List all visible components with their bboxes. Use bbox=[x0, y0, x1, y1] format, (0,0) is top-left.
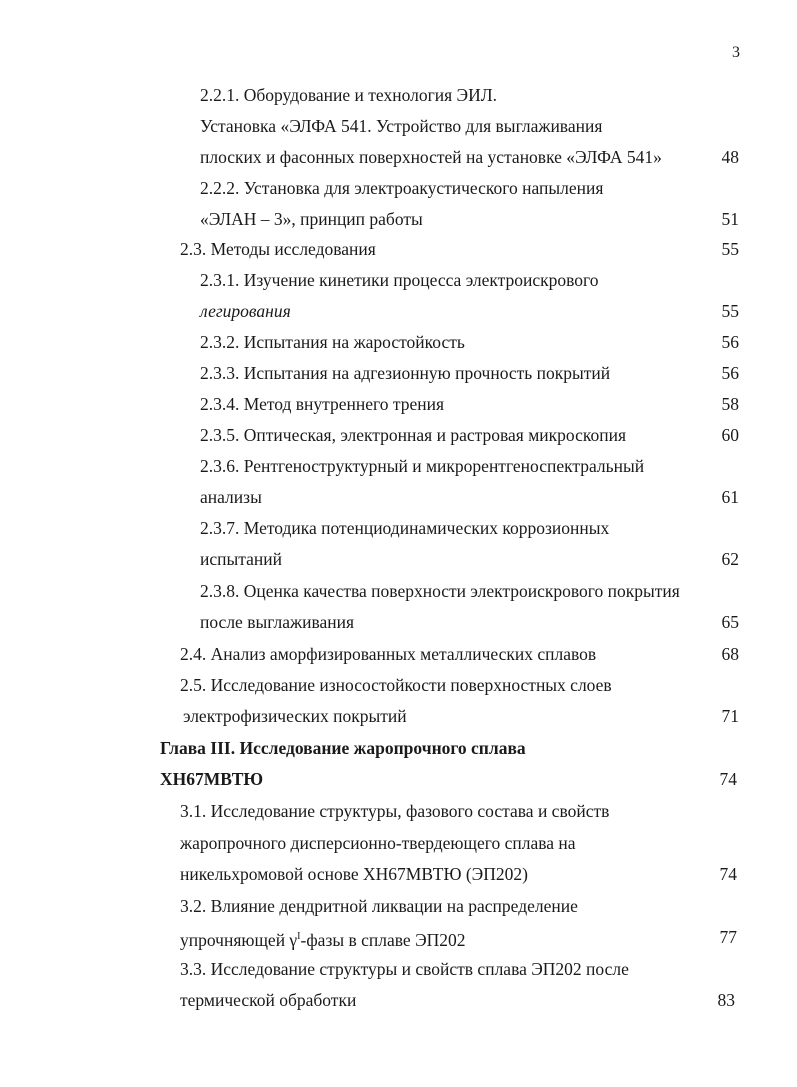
toc-line: 2.3. Методы исследования bbox=[180, 239, 376, 259]
toc-page-ref: 68 bbox=[721, 644, 739, 664]
toc-line: 2.2.2. Установка для электроакустического напыления bbox=[200, 178, 604, 198]
toc-line: 2.5. Исследование износостойкости поверхностных слоев bbox=[180, 675, 612, 695]
toc-line bbox=[180, 926, 466, 951]
toc-page-ref: 55 bbox=[721, 301, 739, 321]
toc-page-ref: 71 bbox=[721, 706, 739, 726]
toc-line: 2.4. Анализ аморфизированных металлических сплавов bbox=[180, 644, 597, 664]
toc-page-ref: 48 bbox=[721, 147, 739, 167]
toc-line-part: упрочняющей γ bbox=[180, 929, 298, 950]
toc-line: анализы bbox=[200, 487, 262, 507]
toc-line: 2.3.8. Оценка качества поверхности электроискрового покрытия bbox=[200, 581, 680, 601]
toc-line: 2.3.7. Методика потенциодинамических коррозионных bbox=[200, 518, 610, 538]
toc-page-ref: 51 bbox=[721, 209, 739, 229]
toc-page-ref: 58 bbox=[721, 394, 739, 414]
superscript: I bbox=[297, 931, 301, 942]
toc-line: 3.1. Исследование структуры, фазового состава и свойств bbox=[180, 801, 610, 821]
toc-line: никельхромовой основе ХН67МВТЮ (ЭП202) bbox=[180, 864, 528, 884]
toc-page-ref: 74 bbox=[719, 864, 737, 884]
toc-page-ref: 61 bbox=[721, 487, 739, 507]
toc-line: 2.3.1. Изучение кинетики процесса электроискрового bbox=[200, 270, 599, 290]
toc-line-part: -фазы в сплаве ЭП202 bbox=[300, 929, 466, 950]
toc-page-ref: 62 bbox=[721, 549, 739, 569]
toc-line: 2.2.1. Оборудование и технология ЭИЛ. bbox=[200, 85, 497, 105]
toc-line: 2.3.4. Метод внутреннего трения bbox=[200, 394, 445, 414]
toc-line: после выглаживания bbox=[200, 612, 355, 632]
chapter-heading: Глава III. Исследование жаропрочного сплава bbox=[160, 738, 526, 758]
toc-line: испытаний bbox=[200, 549, 282, 569]
toc-line: «ЭЛАН – 3», принцип работы bbox=[200, 209, 423, 229]
toc-line: Установка «ЭЛФА 541. Устройство для выглаживания bbox=[200, 116, 603, 136]
toc-line: 2.3.5. Оптическая, электронная и растровая микроскопия bbox=[200, 425, 626, 445]
toc-page-ref: 56 bbox=[721, 332, 739, 352]
toc-page-ref: 83 bbox=[717, 990, 735, 1010]
toc-page-ref: 65 bbox=[721, 612, 739, 632]
toc-line: 3.2. Влияние дендритной ликвации на распределение bbox=[180, 896, 578, 916]
toc-line: жаропрочного дисперсионно-твердеющего сплава на bbox=[180, 833, 576, 853]
toc-line: 2.3.6. Рентгеноструктурный и микрорентгеноспектральный bbox=[200, 456, 645, 476]
toc-line: 2.3.2. Испытания на жаростойкость bbox=[200, 332, 465, 352]
toc-page-ref: 55 bbox=[721, 239, 739, 259]
toc-line: плоских и фасонных поверхностей на установке «ЭЛФА 541» bbox=[200, 147, 662, 167]
toc-line: 3.3. Исследование структуры и свойств сплава ЭП202 после bbox=[180, 959, 629, 979]
toc-line: термической обработки bbox=[180, 990, 357, 1010]
chapter-heading: ХН67МВТЮ bbox=[160, 769, 264, 789]
toc-line: 2.3.3. Испытания на адгезионную прочность покрытий bbox=[200, 363, 611, 383]
toc-page-ref: 56 bbox=[721, 363, 739, 383]
toc-line: электрофизических покрытий bbox=[183, 706, 407, 726]
toc-page-ref: 77 bbox=[719, 927, 737, 947]
page-number: 3 bbox=[732, 44, 740, 61]
toc-line: легирования bbox=[200, 301, 291, 321]
toc-page-ref: 60 bbox=[721, 425, 739, 445]
toc-page-ref: 74 bbox=[719, 769, 737, 789]
